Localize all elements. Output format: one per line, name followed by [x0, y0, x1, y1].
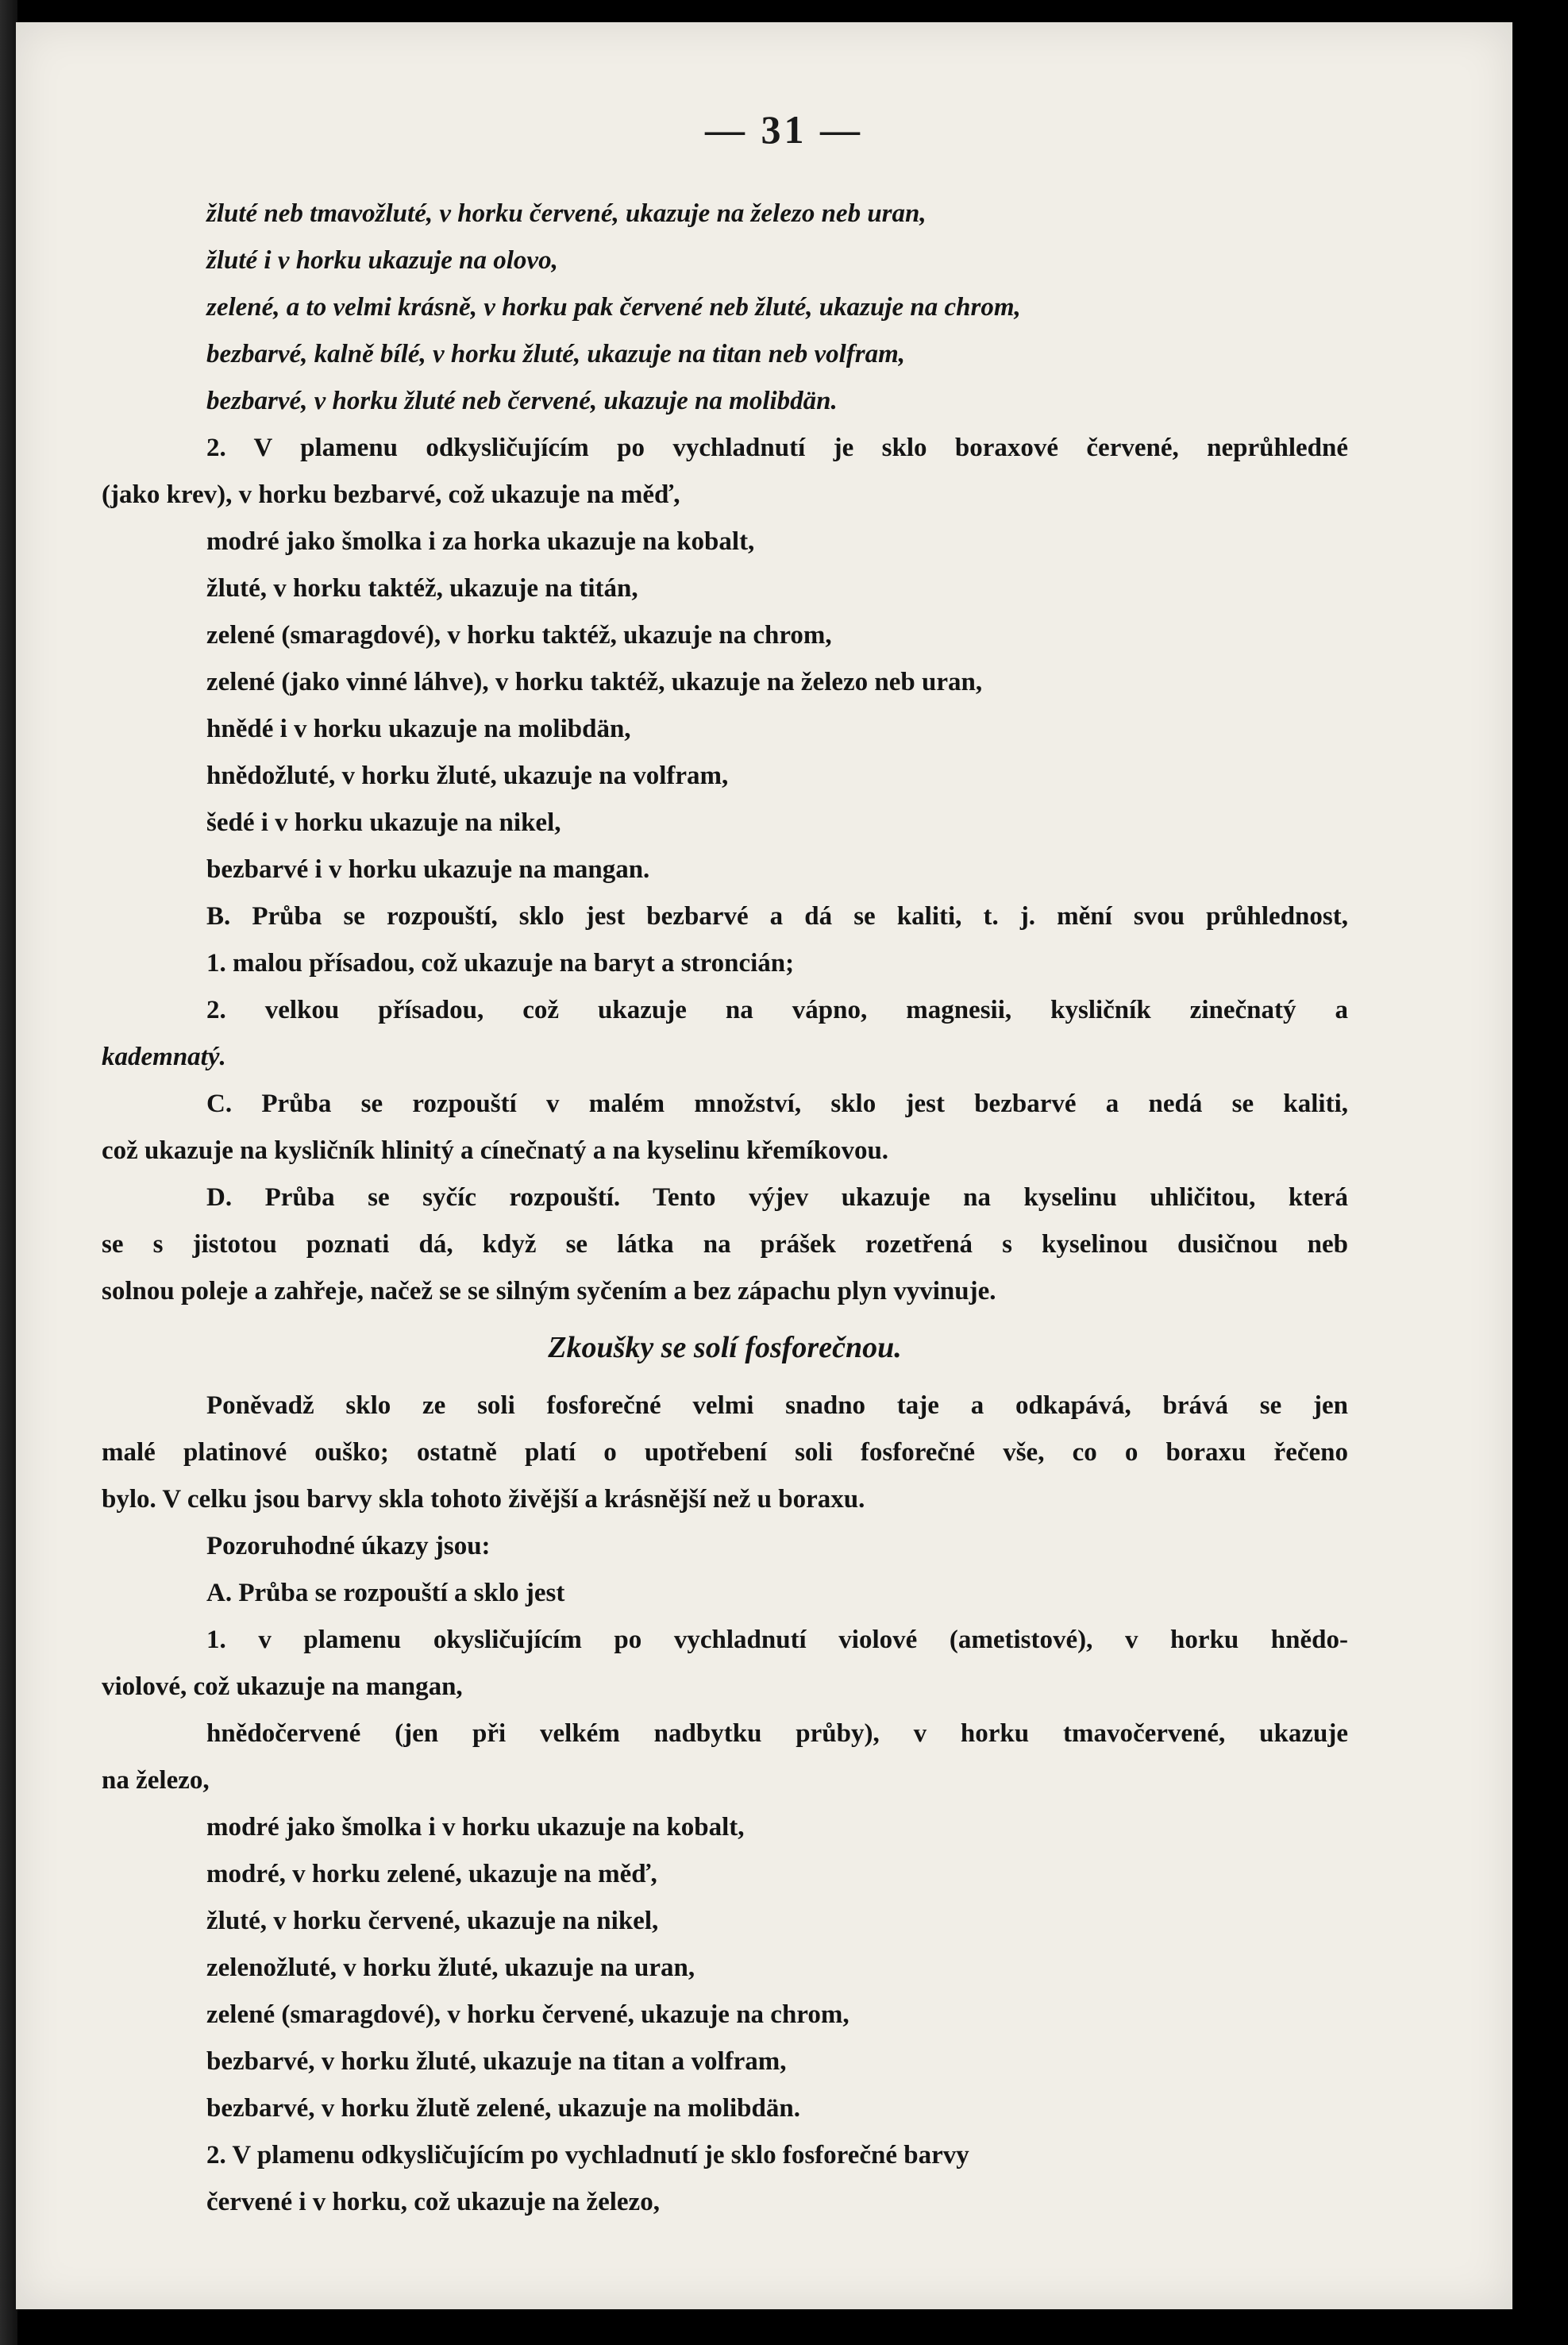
page-number: — 31 — — [705, 107, 863, 152]
section-b — [102, 893, 1348, 1081]
text-line: A. Průba se rozpouští a sklo jest — [206, 1579, 565, 1607]
text-line: modré jako šmolka i v horku ukazuje na kobalt, — [206, 1813, 745, 1842]
text-line: 1. malou přísadou, což ukazuje na baryt a stroncián; — [206, 949, 795, 978]
text-line: 2. V plamenu odkysličujícím po vychladnutí je sklo fosforečné barvy — [206, 2141, 969, 2170]
text-line: se s jistotou poznati dá, když se látka na prášek rozetřená s kyselinou dusičnou neb — [102, 1230, 1348, 1259]
text-line: bylo. V celku jsou barvy skla tohoto živější a krásnější než u boraxu. — [102, 1485, 865, 1514]
text-line: violové, což ukazuje na mangan, — [102, 1672, 463, 1701]
text-line: C. Průba se rozpouští v malém množství, sklo jest bezbarvé a nedá se kaliti, — [206, 1090, 1348, 1118]
text-line: zelené (smaragdové), v horku červené, ukazuje na chrom, — [206, 2000, 849, 2029]
text-line: Poněvadž sklo ze soli fosforečné velmi snadno taje a odkapává, brává se jen — [206, 1391, 1348, 1420]
scan-left-edge — [0, 0, 17, 2345]
text-line: solnou poleje a zahřeje, načež se se silným syčením a bez zápachu plyn vyvinuje. — [102, 1277, 996, 1306]
text-line: B. Průba se rozpouští, sklo jest bezbarvé a dá se kaliti, t. j. mění svou průhlednost, — [206, 902, 1348, 931]
text-line: zelené (smaragdové), v horku taktéž, ukazuje na chrom, — [206, 621, 832, 650]
section-heading: Zkoušky se solí fosforečnou. — [548, 1331, 902, 1364]
text-line: zelenožluté, v horku žluté, ukazuje na uran, — [206, 1954, 695, 1982]
section-a-list — [102, 191, 1348, 425]
text-line: malé platinové ouško; ostatně platí o upotřebení soli fosforečné vše, co o boraxu řečeno — [102, 1438, 1348, 1467]
text-line: bezbarvé, kalně bílé, v horku žluté, ukazuje na titan neb volfram, — [206, 340, 906, 368]
text-line: bezbarvé, v horku žluté neb červené, ukazuje na molibdän. — [206, 387, 838, 415]
text-line: kademnatý. — [102, 1043, 226, 1071]
section-c — [102, 1081, 1348, 1174]
text-line: hnědožluté, v horku žluté, ukazuje na volfram, — [206, 762, 729, 790]
text-line: modré, v horku zelené, ukazuje na měď, — [206, 1860, 657, 1888]
text-line: hnědé i v horku ukazuje na molibdän, — [206, 715, 631, 743]
text-line: zelené, a to velmi krásně, v horku pak červené neb žluté, ukazuje na chrom, — [206, 293, 1021, 322]
text-line: žluté i v horku ukazuje na olovo, — [206, 246, 558, 275]
text-line: červené i v horku, což ukazuje na železo, — [206, 2188, 660, 2216]
text-line: Pozoruhodné úkazy jsou: — [206, 1532, 491, 1560]
text-line: což ukazuje na kysličník hlinitý a cínečnatý a na kyselinu křemíkovou. — [102, 1136, 889, 1165]
text-line: zelené (jako vinné láhve), v horku taktéž, ukazuje na železo neb uran, — [206, 668, 983, 696]
text-line: D. Průba se syčíc rozpouští. Tento výjev ukazuje na kyselinu uhličitou, která — [206, 1183, 1348, 1212]
phosphor-section — [102, 1383, 1348, 2226]
text-line: žluté neb tmavožluté, v horku červené, ukazuje na železo neb uran, — [206, 199, 927, 228]
page-body — [102, 191, 1348, 2226]
text-line: modré jako šmolka i za horka ukazuje na kobalt, — [206, 527, 755, 556]
text-line: (jako krev), v horku bezbarvé, což ukazuje na měď, — [102, 480, 680, 509]
text-line: na železo, — [102, 1766, 210, 1795]
text-line: šedé i v horku ukazuje na nikel, — [206, 808, 561, 837]
text-line: hnědočervené (jen při velkém nadbytku průby), v horku tmavočervené, ukazuje — [206, 1719, 1348, 1748]
text-line: žluté, v horku červené, ukazuje na nikel, — [206, 1907, 659, 1935]
text-line: 1. v plamenu okysličujícím po vychladnutí violové (ametistové), v horku hnědo- — [206, 1626, 1348, 1654]
text-line: bezbarvé i v horku ukazuje na mangan. — [206, 855, 650, 884]
item-2-reducing-flame — [102, 425, 1348, 893]
text-line: bezbarvé, v horku žluté, ukazuje na titan a volfram, — [206, 2047, 787, 2076]
text-line: žluté, v horku taktéž, ukazuje na titán, — [206, 574, 638, 603]
text-line: bezbarvé, v horku žlutě zelené, ukazuje na molibdän. — [206, 2094, 800, 2123]
text-line: 2. velkou přísadou, což ukazuje na vápno, magnesii, kysličník zinečnatý a — [206, 996, 1348, 1024]
section-d — [102, 1174, 1348, 1315]
text-line: 2. V plamenu odkysličujícím po vychladnutí je sklo boraxové červené, neprůhledné — [206, 434, 1348, 462]
